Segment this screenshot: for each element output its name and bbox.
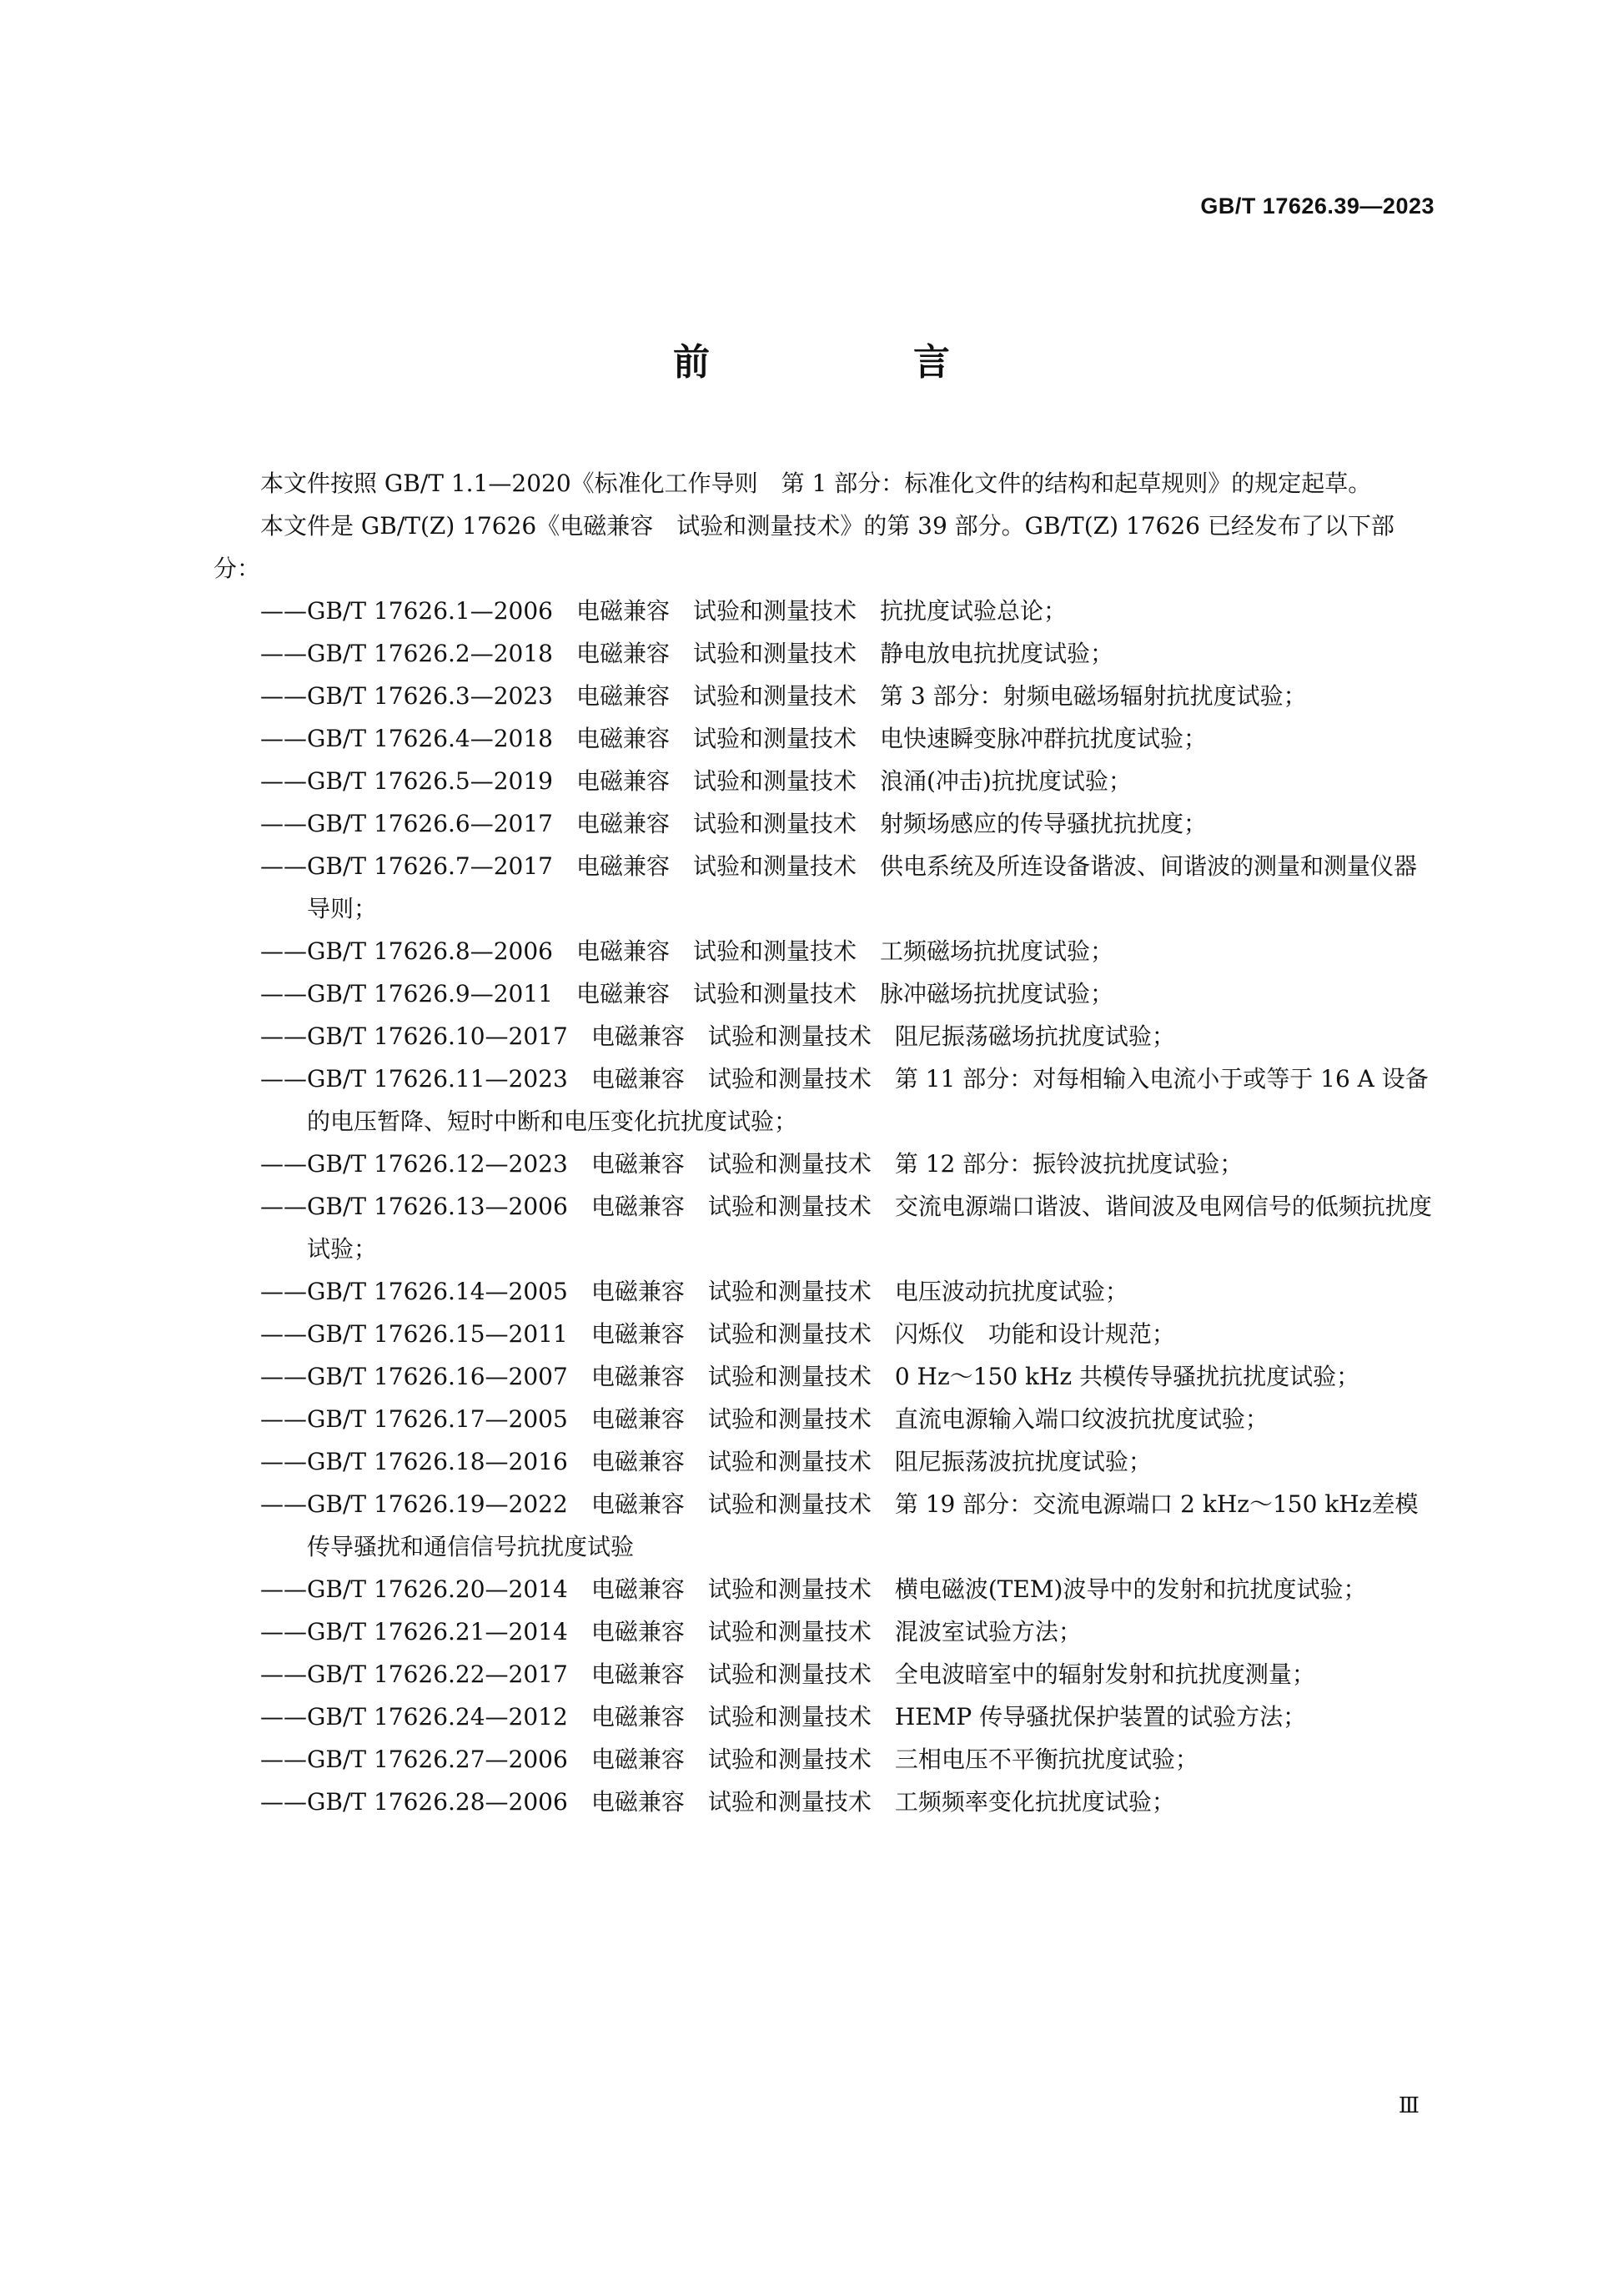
list-item: ——GB/T 17626.2—2018 电磁兼容 试验和测量技术 静电放电抗扰度试验； — [260, 640, 1114, 667]
list-item: ——GB/T 17626.28—2006 电磁兼容 试验和测量技术 工频频率变化抗扰度试验； — [260, 1788, 1175, 1816]
list-item: ——GB/T 17626.11—2023 电磁兼容 试验和测量技术 第 11 部分：对每相输入电流小于或等于 16 A 设备的电压暂降、短时中断和电压变化抗扰度试验； — [260, 1065, 1429, 1135]
list-item: ——GB/T 17626.14—2005 电磁兼容 试验和测量技术 电压波动抗扰度试验； — [260, 1278, 1128, 1305]
standard-code: GB/T 17626.39—2023 — [1200, 193, 1435, 219]
page-title: 前 言 — [673, 341, 1033, 384]
list-item: ——GB/T 17626.18—2016 电磁兼容 试验和测量技术 阻尼振荡波抗扰度试验； — [260, 1448, 1152, 1475]
list-item: ——GB/T 17626.8—2006 电磁兼容 试验和测量技术 工频磁场抗扰度试验； — [260, 937, 1114, 965]
document-body — [214, 462, 1440, 1823]
list-item: ——GB/T 17626.4—2018 电磁兼容 试验和测量技术 电快速瞬变脉冲群抗扰度试验； — [260, 725, 1208, 752]
list-item: ——GB/T 17626.19—2022 电磁兼容 试验和测量技术 第 19 部分：交流电源端口 2 kHz～150 kHz差模传导骚扰和通信信号抗扰度试验 — [260, 1490, 1419, 1560]
list-item: ——GB/T 17626.1—2006 电磁兼容 试验和测量技术 抗扰度试验总论； — [260, 597, 1068, 625]
list-item: ——GB/T 17626.15—2011 电磁兼容 试验和测量技术 闪烁仪 功能和设计规范； — [260, 1320, 1175, 1348]
paragraph-drafting-rules: 本文件按照 GB/T 1.1—2020《标准化工作导则 第 1 部分：标准化文件的结构和起草规则》的规定起草。 — [260, 470, 1372, 497]
list-item: ——GB/T 17626.27—2006 电磁兼容 试验和测量技术 三相电压不平衡抗扰度试验； — [260, 1746, 1198, 1773]
list-item: ——GB/T 17626.20—2014 电磁兼容 试验和测量技术 横电磁波(TEM)波导中的发射和抗扰度试验； — [260, 1575, 1367, 1603]
list-item: ——GB/T 17626.7—2017 电磁兼容 试验和测量技术 供电系统及所连设备谐波、间谐波的测量和测量仪器导则； — [260, 852, 1418, 922]
list-item: ——GB/T 17626.6—2017 电磁兼容 试验和测量技术 射频场感应的传导骚扰抗扰度； — [260, 810, 1208, 837]
list-item: ——GB/T 17626.9—2011 电磁兼容 试验和测量技术 脉冲磁场抗扰度试验； — [260, 980, 1114, 1007]
list-item: ——GB/T 17626.3—2023 电磁兼容 试验和测量技术 第 3 部分：射频电磁场辐射抗扰度试验； — [260, 682, 1307, 710]
list-item: ——GB/T 17626.22—2017 电磁兼容 试验和测量技术 全电波暗室中的辐射发射和抗扰度测量； — [260, 1660, 1315, 1688]
list-item: ——GB/T 17626.13—2006 电磁兼容 试验和测量技术 交流电源端口谐波、谐间波及电网信号的低频抗扰度试验； — [260, 1193, 1432, 1263]
list-item: ——GB/T 17626.12—2023 电磁兼容 试验和测量技术 第 12 部分：振铃波抗扰度试验； — [260, 1150, 1244, 1178]
list-item: ——GB/T 17626.21—2014 电磁兼容 试验和测量技术 混波室试验方法； — [260, 1618, 1082, 1645]
list-item: ——GB/T 17626.10—2017 电磁兼容 试验和测量技术 阻尼振荡磁场抗扰度试验； — [260, 1022, 1175, 1050]
list-item: ——GB/T 17626.16—2007 电磁兼容 试验和测量技术 0 Hz～150 kHz 共模传导骚扰抗扰度试验； — [260, 1363, 1360, 1390]
published-parts-list — [214, 590, 1440, 1823]
list-item: ——GB/T 17626.5—2019 电磁兼容 试验和测量技术 浪涌(冲击)抗扰度试验； — [260, 767, 1132, 795]
page-number: Ⅲ — [1398, 2093, 1419, 2118]
paragraph-series-intro: 本文件是 GB/T(Z) 17626《电磁兼容 试验和测量技术》的第 39 部分。GB/T(Z) 17626 已经发布了以下部分： — [214, 512, 1394, 582]
list-item: ——GB/T 17626.24—2012 电磁兼容 试验和测量技术 HEMP 传导骚扰保护装置的试验方法； — [260, 1703, 1307, 1731]
list-item: ——GB/T 17626.17—2005 电磁兼容 试验和测量技术 直流电源输入端口纹波抗扰度试验； — [260, 1405, 1269, 1433]
